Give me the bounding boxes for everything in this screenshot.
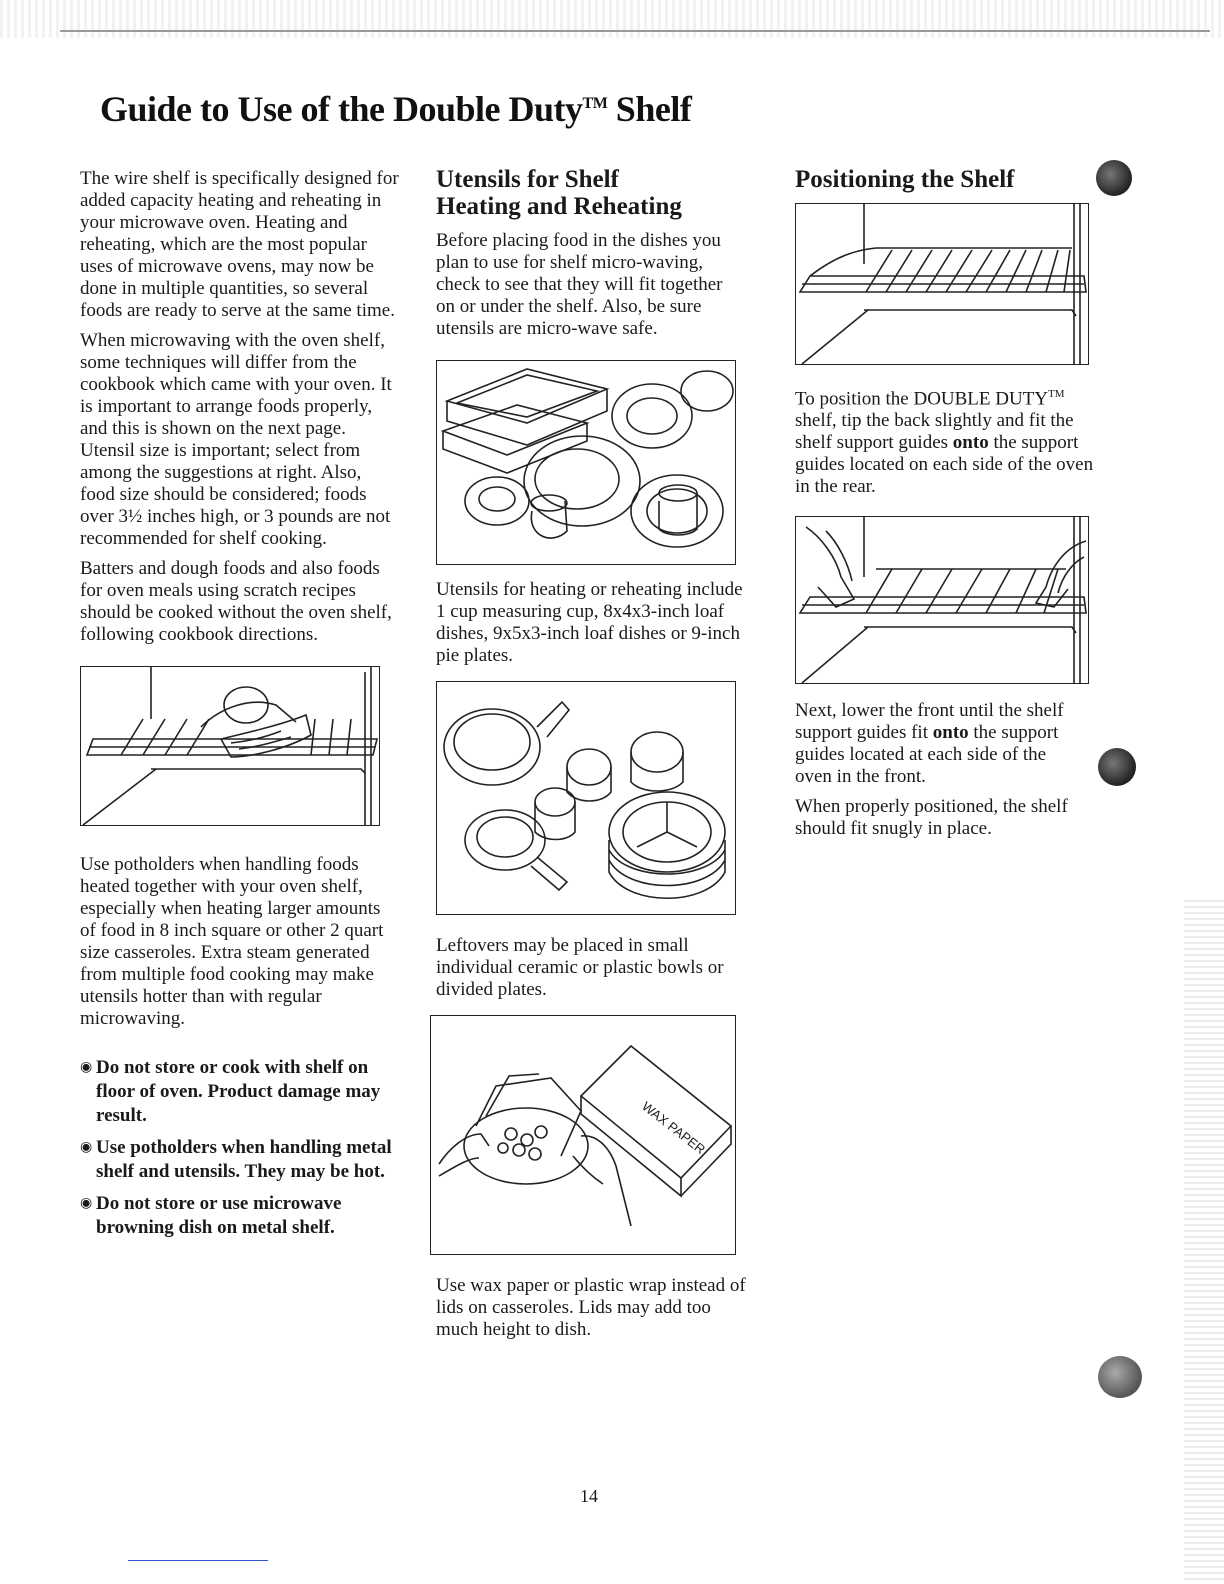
position-rear-text-c: the support guides located on each side of the oven in the rear.: [795, 432, 1094, 498]
position-front-text-b: the support guides located at each side of the oven in the front.: [795, 722, 1059, 788]
utensils-heading: [436, 166, 746, 220]
shelf-front-illustration: [795, 516, 1089, 684]
scan-noise-right: [1184, 900, 1224, 1580]
page-title: [100, 88, 691, 130]
title-trademark: TM: [582, 95, 608, 112]
utensils-heading-line1: Utensils for Shelf: [436, 166, 619, 193]
scan-rule-top: [60, 30, 1210, 32]
warning-text: Do not store or use microwave browning dish on metal shelf.: [96, 1193, 342, 1238]
page-number: 14: [580, 1486, 598, 1506]
shelf-insert-illustration: [80, 666, 380, 826]
position-front-paragraph: [795, 700, 1095, 788]
position-front-bold: onto: [932, 722, 969, 744]
intro-paragraph: The wire shelf is specifically designed for added capacity heating and reheating in your microwave oven. Heating and reheating, which are the most popular uses of microwave ovens, may now be done in multiple quantities, so several foods are ready to serve at the same time.: [80, 168, 399, 321]
wax-paper-label: WAX PAPER: [639, 1098, 709, 1158]
title-suffix: Shelf: [615, 89, 692, 129]
title-text: Guide to Use of the Double Duty: [100, 89, 583, 129]
position-rear-text-b: shelf, tip the back slightly and fit the shelf support guides: [795, 410, 1074, 454]
position-rear-bold: onto: [952, 432, 989, 454]
warnings-list: [80, 1056, 400, 1240]
shelf-rear-illustration: [795, 203, 1089, 365]
warning-text: Use potholders when handling metal shelf and utensils. They may be hot.: [96, 1137, 392, 1182]
bullet-icon: ◉: [80, 1060, 93, 1075]
utensils-paragraph: Before placing food in the dishes you plan to use for shelf micro-waving, check to see that they will fit together on or under the shelf. Also, be sure utensils are micro-wave safe.: [436, 230, 723, 339]
wax-paper-caption: Use wax paper or plastic wrap instead of lids on casseroles. Lids may add too much height to dish.: [436, 1275, 746, 1340]
warning-item: [80, 1136, 400, 1184]
bullet-icon: ◉: [80, 1140, 93, 1155]
binder-hole-dot-icon: [1098, 748, 1136, 786]
scan-noise-top: [0, 0, 1224, 38]
warning-item: [80, 1056, 400, 1128]
position-rear-text-a: To position the DOUBLE DUTY: [795, 388, 1049, 410]
position-fit-paragraph: When properly positioned, the shelf should fit snugly in place.: [795, 796, 1068, 840]
warning-item: [80, 1192, 400, 1240]
leftovers-caption: Leftovers may be placed in small individual ceramic or plastic bowls or divided plates.: [436, 935, 724, 1000]
potholders-paragraph: Use potholders when handling foods heated together with your oven shelf, especially when heating larger amounts of food in 8 inch square or other 2 quart size casseroles. Extra steam generated from multiple food cooking may make utensils hotter than with regular microwaving.: [80, 854, 384, 1029]
footer-rule: [128, 1560, 268, 1561]
position-rear-paragraph: [795, 383, 1095, 498]
column-utensils: [436, 166, 746, 1349]
position-rear-trademark: TM: [1048, 388, 1065, 400]
binder-hole-dot-icon: [1096, 160, 1132, 196]
techniques-paragraph: When microwaving with the oven shelf, some techniques will differ from the cookbook which came with your oven. It is important to arrange foods properly, and this is shown on the next page. Utensil size is important; select from among the suggestions at right. Also, food size should be considered; foods over 3½ inches high, or 3 pounds are not recommended for shelf cooking.: [80, 330, 392, 549]
position-front-text-a: Next, lower the front until the shelf support guides fit: [795, 700, 1064, 744]
binder-hole-dot-icon: [1098, 1356, 1142, 1398]
wax-paper-illustration: [430, 1015, 736, 1255]
positioning-heading: Positioning the Shelf: [795, 166, 1015, 193]
utensils-heading-line2: Heating and Reheating: [436, 193, 682, 220]
column-intro: [80, 168, 400, 1248]
bullet-icon: ◉: [80, 1196, 93, 1211]
batters-paragraph: Batters and dough foods and also foods for oven meals using scratch recipes should be cooked without the oven shelf, following cookbook directions.: [80, 558, 392, 645]
column-positioning: [795, 166, 1095, 848]
bowls-illustration: [436, 681, 736, 915]
utensils-caption: Utensils for heating or reheating include 1 cup measuring cup, 8x4x3-inch loaf dishes, 9x5x3-inch loaf dishes or 9-inch pie plates.: [436, 579, 743, 666]
warning-text: Do not store or cook with shelf on floor of oven. Product damage may result.: [96, 1057, 381, 1126]
dishes-illustration: [436, 360, 736, 565]
